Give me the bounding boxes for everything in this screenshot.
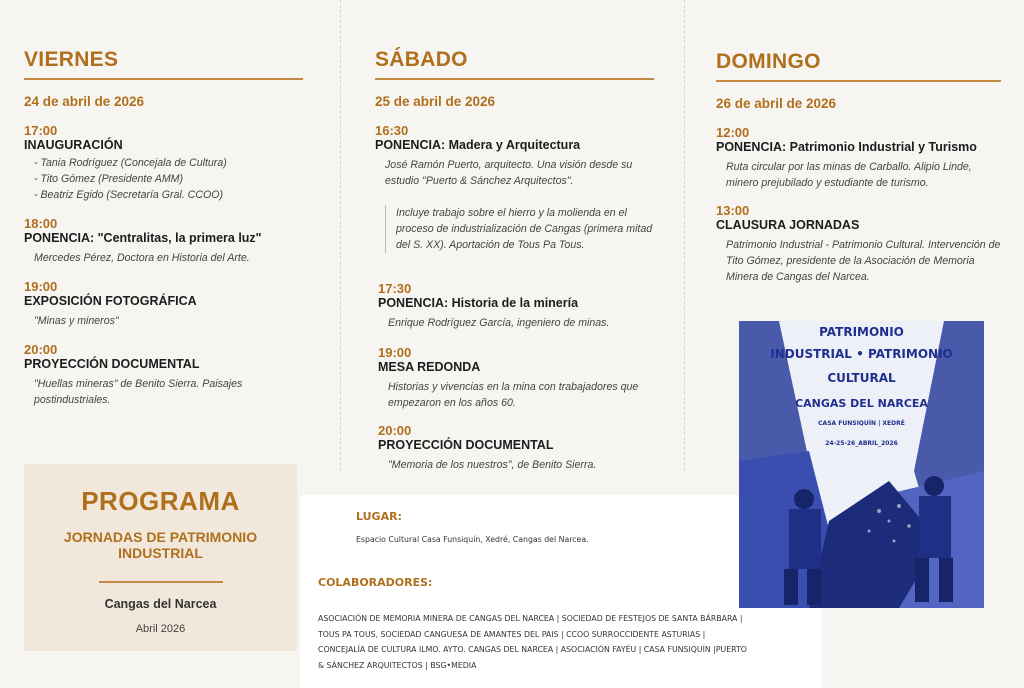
event-description: Patrimonio Industrial - Patrimonio Cultural. Intervención de Tito Gómez, presidente de la Asociación de Memoria Minera de Cangas del Narcea.: [726, 239, 1001, 283]
divider: [99, 581, 223, 583]
event-time: 18:00: [24, 216, 58, 231]
event-title: PROYECCIÓN DOCUMENTAL: [378, 438, 554, 452]
event-note: Incluye trabajo sobre el hierro y la molienda en el proceso de industrialización de Cangas (primera mitad del S. XX). Aportación de Tous Pa Tous.: [385, 205, 654, 253]
event-title: PONENCIA: Historia de la minería: [378, 296, 579, 310]
programa-box: [24, 464, 297, 651]
colaboradores-label: COLABORADORES:: [318, 576, 433, 589]
poster-dates: 24-25-26_ABRIL_2026: [825, 440, 898, 447]
programa-subtitle: JORNADAS DE PATRIMONIO INDUSTRIAL: [63, 529, 258, 561]
event-description: José Ramón Puerto, arquitecto. Una visión desde su estudio "Puerto & Sánchez Arquitectos".: [385, 159, 633, 187]
day-date: 26 de abril de 2026: [716, 96, 837, 111]
event-title: PONENCIA: Madera y Arquitectura: [375, 138, 581, 152]
day-heading: DOMINGO: [716, 50, 1001, 82]
event-item: [716, 125, 1001, 191]
event-title: EXPOSICIÓN FOTOGRÁFICA: [24, 294, 197, 308]
poster-venue: CASA FUNSIQUÍN | XEDRÉ: [818, 420, 905, 427]
event-item: [375, 281, 654, 331]
event-title: INAUGURACIÓN: [24, 138, 123, 152]
fold-line-left: [340, 0, 342, 470]
event-item: [24, 216, 303, 266]
poster-title-line: CULTURAL: [827, 371, 896, 385]
event-time: 19:00: [24, 279, 58, 294]
event-description: Enrique Rodríguez García, ingeniero de minas.: [388, 317, 610, 329]
event-title: PROYECCIÓN DOCUMENTAL: [24, 357, 200, 371]
event-item: [375, 423, 654, 473]
event-item: [375, 123, 654, 253]
day-heading: VIERNES: [24, 48, 303, 80]
event-time: 20:00: [24, 342, 58, 357]
event-title: PONENCIA: "Centralitas, la primera luz": [24, 231, 262, 245]
column-viernes: [24, 48, 303, 408]
colaboradores-text: ASOCIACIÓN DE MEMORIA MINERA DE CANGAS DEL NARCEA | SOCIEDAD DE FESTEJOS DE SANTA BÁRBARA | TOUS PA TOUS, SOCIEDAD CANGUESA DE AMANTES DEL PAIS | CCOO SURROCCIDENTE ASTURIAS | CONCEJALÍA DE CULTURA ILMO. AYTO. CANGAS DEL NARCEA | ASOCIACIÓN FAYÉU | CASA FUNSIQUÍN |PUERTO & SÁNCHEZ ARQUITECTOS | BSG•MEDIA: [318, 614, 747, 670]
event-description: "Memoria de los nuestros", de Benito Sierra.: [388, 459, 597, 471]
poster-title-line: INDUSTRIAL • PATRIMONIO: [770, 347, 953, 361]
event-description: Mercedes Pérez, Doctora en Historia del Arte.: [34, 252, 250, 264]
event-time: 16:30: [375, 123, 409, 138]
event-description: "Minas y mineros": [34, 315, 119, 327]
poster-image: [739, 321, 984, 608]
event-time: 20:00: [378, 423, 412, 438]
speaker-line: - Beatriz Egido (Secretaría Gral. CCOO): [34, 189, 223, 201]
event-time: 13:00: [716, 203, 750, 218]
programa-place: Cangas del Narcea: [104, 597, 217, 611]
programa-title: PROGRAMA: [81, 486, 240, 516]
poster-title-line: CANGAS DEL NARCEA: [795, 397, 928, 410]
event-item: [24, 123, 303, 203]
speaker-line: - Tania Rodríguez (Concejala de Cultura): [34, 157, 227, 169]
column-domingo: [716, 50, 1001, 285]
lugar-label: LUGAR:: [356, 510, 402, 523]
event-time: 19:00: [378, 345, 412, 360]
fold-line-right: [684, 0, 686, 470]
column-sabado: [375, 48, 654, 473]
event-description: Ruta circular por las minas de Carballo. Alipio Linde, minero prejubilado y estudiante de turismo.: [726, 161, 972, 189]
event-title: PONENCIA: Patrimonio Industrial y Turismo: [716, 140, 977, 154]
poster-artwork: [739, 321, 984, 608]
event-description: Historias y vivencias en la mina con trabajadores que empezaron en los años 60.: [388, 381, 639, 409]
poster-title-line: PATRIMONIO: [819, 325, 904, 339]
day-date: 24 de abril de 2026: [24, 94, 145, 109]
event-time: 17:00: [24, 123, 58, 138]
event-description: "Huellas mineras" de Benito Sierra. Paisajes postindustriales.: [34, 378, 243, 406]
event-item: [24, 279, 303, 329]
lugar-text: Espacio Cultural Casa Funsiquín, Xedré, Cangas del Narcea.: [356, 535, 589, 544]
event-time: 17:30: [378, 281, 412, 296]
event-time: 12:00: [716, 125, 750, 140]
event-speakers: [24, 155, 303, 203]
event-title: MESA REDONDA: [378, 360, 481, 374]
speaker-line: - Tito Gómez (Presidente AMM): [34, 173, 184, 185]
event-item: [716, 203, 1001, 285]
event-item: [375, 345, 654, 411]
event-title: CLAUSURA JORNADAS: [716, 218, 860, 232]
event-item: [24, 342, 303, 408]
day-heading: SÁBADO: [375, 48, 654, 80]
programa-date: Abril 2026: [135, 623, 186, 635]
day-date: 25 de abril de 2026: [375, 94, 496, 109]
